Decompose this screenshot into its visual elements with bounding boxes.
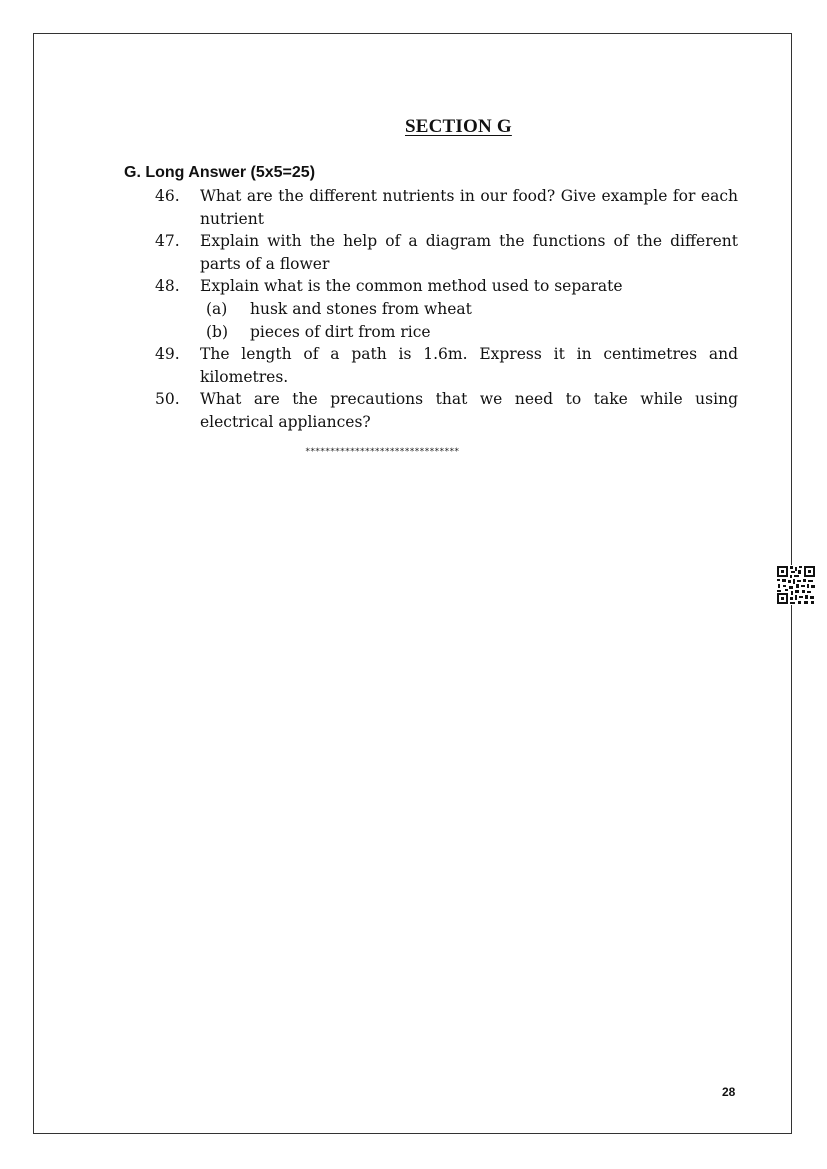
question-number: 49. xyxy=(155,345,180,364)
end-of-paper-marker: ******************************* xyxy=(305,447,460,457)
page-number: 28 xyxy=(722,1085,736,1099)
question-47 xyxy=(140,230,738,275)
question-text: Explain with the help of a diagram the functions of the different parts of a flower xyxy=(200,232,738,273)
question-text: What are the precautions that we need to take while using electrical appliances? xyxy=(200,390,738,431)
question-text: Explain what is the common method used to separate xyxy=(200,277,623,296)
question-text: What are the different nutrients in our food? Give example for each nutrient xyxy=(200,187,738,228)
question-number: 50. xyxy=(155,390,180,409)
question-number: 46. xyxy=(155,187,180,205)
qr-code-icon xyxy=(776,565,816,605)
subitem-text: husk and stones from wheat xyxy=(250,299,472,318)
section-title: SECTION G xyxy=(405,116,512,137)
question-50 xyxy=(140,388,738,433)
question-number: 48. xyxy=(155,277,180,296)
subitem-label: (a) xyxy=(206,299,228,318)
question-48-subitem-a xyxy=(140,298,738,321)
question-48 xyxy=(140,275,738,298)
question-number: 47. xyxy=(155,232,180,251)
question-49 xyxy=(140,343,738,388)
question-list xyxy=(140,185,738,434)
subsection-title: G. Long Answer (5x5=25) xyxy=(124,164,316,181)
question-48-subitem-b xyxy=(140,321,738,344)
question-text: The length of a path is 1.6m. Express it in centimetres and kilometres. xyxy=(200,345,738,386)
subitem-text: pieces of dirt from rice xyxy=(250,322,431,341)
question-46 xyxy=(140,185,738,230)
subitem-label: (b) xyxy=(206,322,229,341)
